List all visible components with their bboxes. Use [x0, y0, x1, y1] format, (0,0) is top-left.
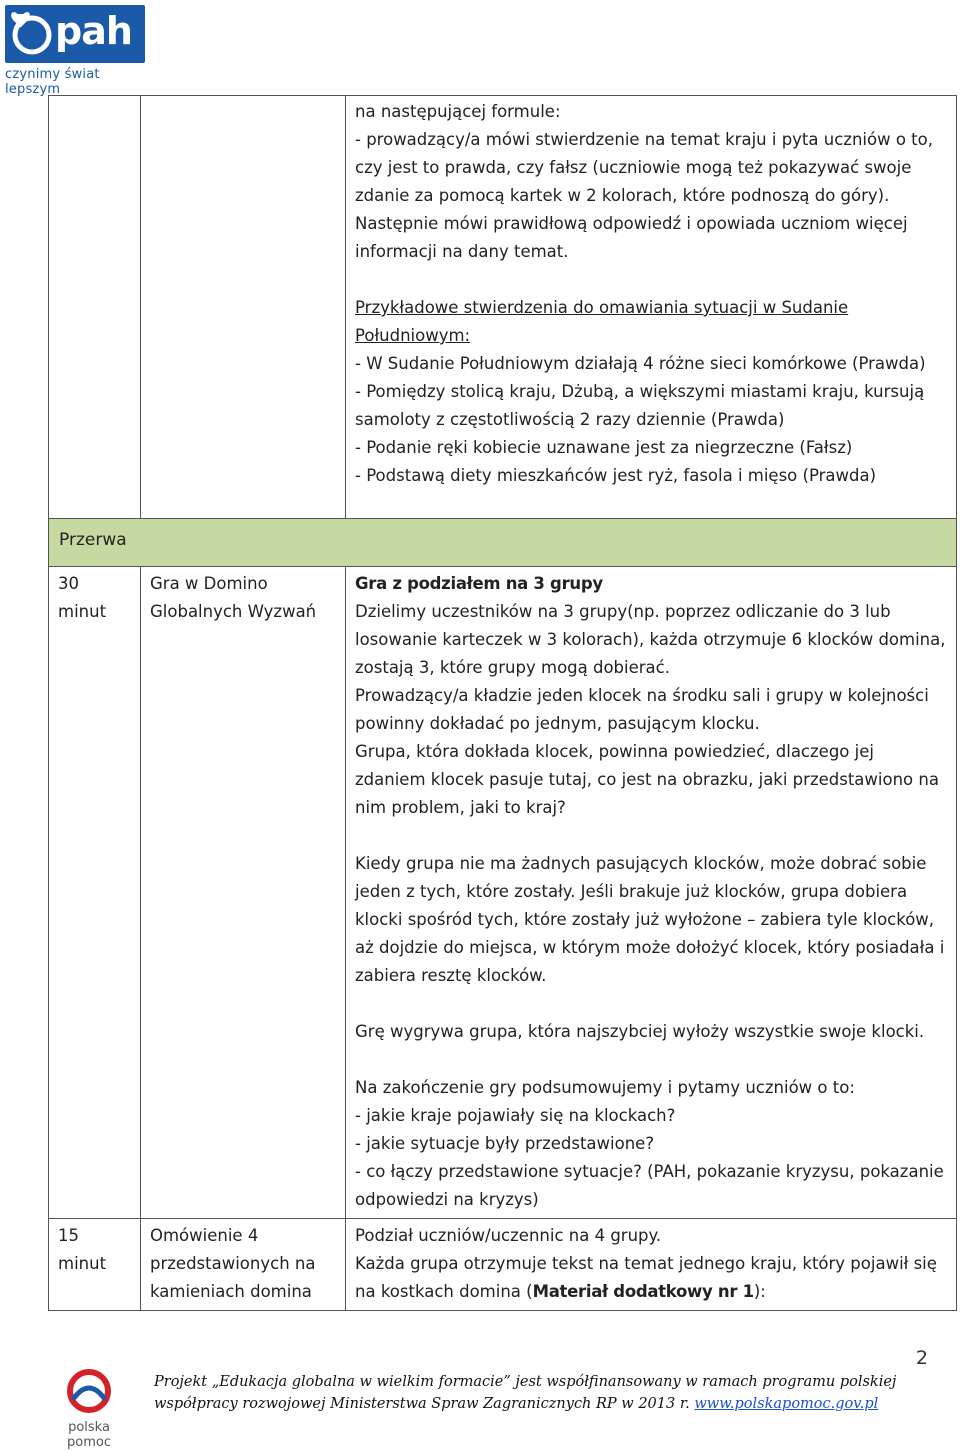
- pah-logo-box: [5, 5, 145, 63]
- polska-pomoc-text: polska pomoc: [67, 1420, 111, 1450]
- activity-cell: [141, 96, 346, 519]
- paragraph: Prowadzący/a kładzie jeden klocek na środku sali i grupy w kolejności powinny dokładać po jednym, pasującym klocku.: [355, 686, 929, 733]
- list-item: - Podstawą diety mieszkańców jest ryż, fasola i mięso (Prawda): [355, 466, 877, 485]
- paragraph: Kiedy grupa nie ma żadnych pasujących klocków, może dobrać sobie jeden z tych, które zostały. Jeśli brakuje już klocków, grupa dobiera klocki spośród tych, które zostały już wyłożone – zabiera tyle klocków, aż dojdzie do miejsca, w którym może dołożyć klocek, który posiadała i zabiera resztę klocków.: [355, 854, 945, 985]
- polska-pomoc-logo: [48, 1368, 130, 1450]
- text: Każda grupa otrzymuje tekst na temat jednego kraju, który pojawił się na kostkach domina (: [355, 1254, 937, 1301]
- footer-line: [154, 1393, 914, 1415]
- activity-cell: Gra w Domino Globalnych Wyzwań: [141, 567, 346, 1219]
- break-label: Przerwa: [49, 519, 957, 567]
- time-cell: 15 minut: [49, 1219, 141, 1311]
- list-item: - Pomiędzy stolicą kraju, Dżubą, a większymi miastami kraju, kursują samoloty z częstotliwością 2 razy dziennie (Prawda): [355, 382, 925, 429]
- lesson-plan-table: [48, 95, 957, 1311]
- paragraph: Grę wygrywa grupa, która najszybciej wyłoży wszystkie swoje klocki.: [355, 1022, 925, 1041]
- paragraph: Podział uczniów/uczennic na 4 grupy.: [355, 1226, 662, 1245]
- footer-line: Projekt „Edukacja globalna w wielkim formacie” jest współfinansowany w ramach programu polskiej: [154, 1374, 897, 1390]
- break-row: [49, 519, 957, 567]
- table-row: [49, 96, 957, 519]
- description-cell: [346, 1219, 957, 1311]
- polskapomoc-link[interactable]: www.polskapomoc.gov.pl: [694, 1396, 879, 1412]
- text: ):: [753, 1282, 766, 1301]
- section-title: Gra z podziałem na 3 grupy: [355, 574, 603, 593]
- table-row: [49, 567, 957, 1219]
- pah-logo: [5, 5, 145, 97]
- footer-text: współpracy rozwojowej Ministerstwa Spraw Zagranicznych RP w 2013 r.: [154, 1396, 695, 1412]
- pah-tagline: czynimy świat lepszym: [5, 67, 100, 97]
- globe-heart-icon: [5, 5, 55, 63]
- polska-pomoc-emblem-icon: [60, 1368, 118, 1414]
- paragraph: Dzielimy uczestników na 3 grupy(np. poprzez odliczanie do 3 lub losowanie karteczek w 3 kolorach), każda otrzymuje 6 klocków domina, zostają 3, które grupy mogą dobierać.: [355, 602, 946, 677]
- paragraph: Grupa, która dokłada klocek, powinna powiedzieć, dlaczego jej zdaniem klocek pasuje tutaj, co jest na obrazku, jaki przedstawiono na nim problem, jaki to kraj?: [355, 742, 939, 817]
- time-cell: [49, 96, 141, 519]
- material-reference: Materiał dodatkowy nr 1: [532, 1282, 754, 1301]
- footer-note: [154, 1371, 914, 1415]
- list-item: - Podanie ręki kobiecie uznawane jest za niegrzeczne (Fałsz): [355, 438, 853, 457]
- list-item: - jakie kraje pojawiały się na klockach?: [355, 1106, 676, 1125]
- list-item: - jakie sytuacje były przedstawione?: [355, 1134, 655, 1153]
- paragraph: na następującej formule:: [355, 102, 561, 121]
- paragraph: - prowadzący/a mówi stwierdzenie na temat kraju i pyta uczniów o to, czy jest to prawda, czy fałsz (uczniowie mogą też pokazywać swoje zdanie za pomocą kartek w 2 kolorach, które podnoszą do góry). Następnie mówi prawidłową odpowiedź i opowiada uczniom więcej informacji na dany temat.: [355, 130, 933, 261]
- pah-logo-word: pah: [55, 9, 132, 53]
- list-item: - co łączy przedstawione sytuacje? (PAH, pokazanie kryzysu, pokazanie odpowiedzi na kryzys): [355, 1162, 944, 1209]
- description-cell: [346, 567, 957, 1219]
- paragraph: [355, 1250, 947, 1306]
- time-cell: 30 minut: [49, 567, 141, 1219]
- description-cell: [346, 96, 957, 519]
- list-item: - W Sudanie Południowym działają 4 różne sieci komórkowe (Prawda): [355, 354, 926, 373]
- page-number: 2: [915, 1347, 928, 1369]
- table-row: [49, 1219, 957, 1311]
- activity-cell: Omówienie 4 przedstawionych na kamieniach domina: [141, 1219, 346, 1311]
- paragraph: Na zakończenie gry podsumowujemy i pytamy uczniów o to:: [355, 1078, 855, 1097]
- examples-heading: Przykładowe stwierdzenia do omawiania sytuacji w Sudanie Południowym:: [355, 298, 849, 345]
